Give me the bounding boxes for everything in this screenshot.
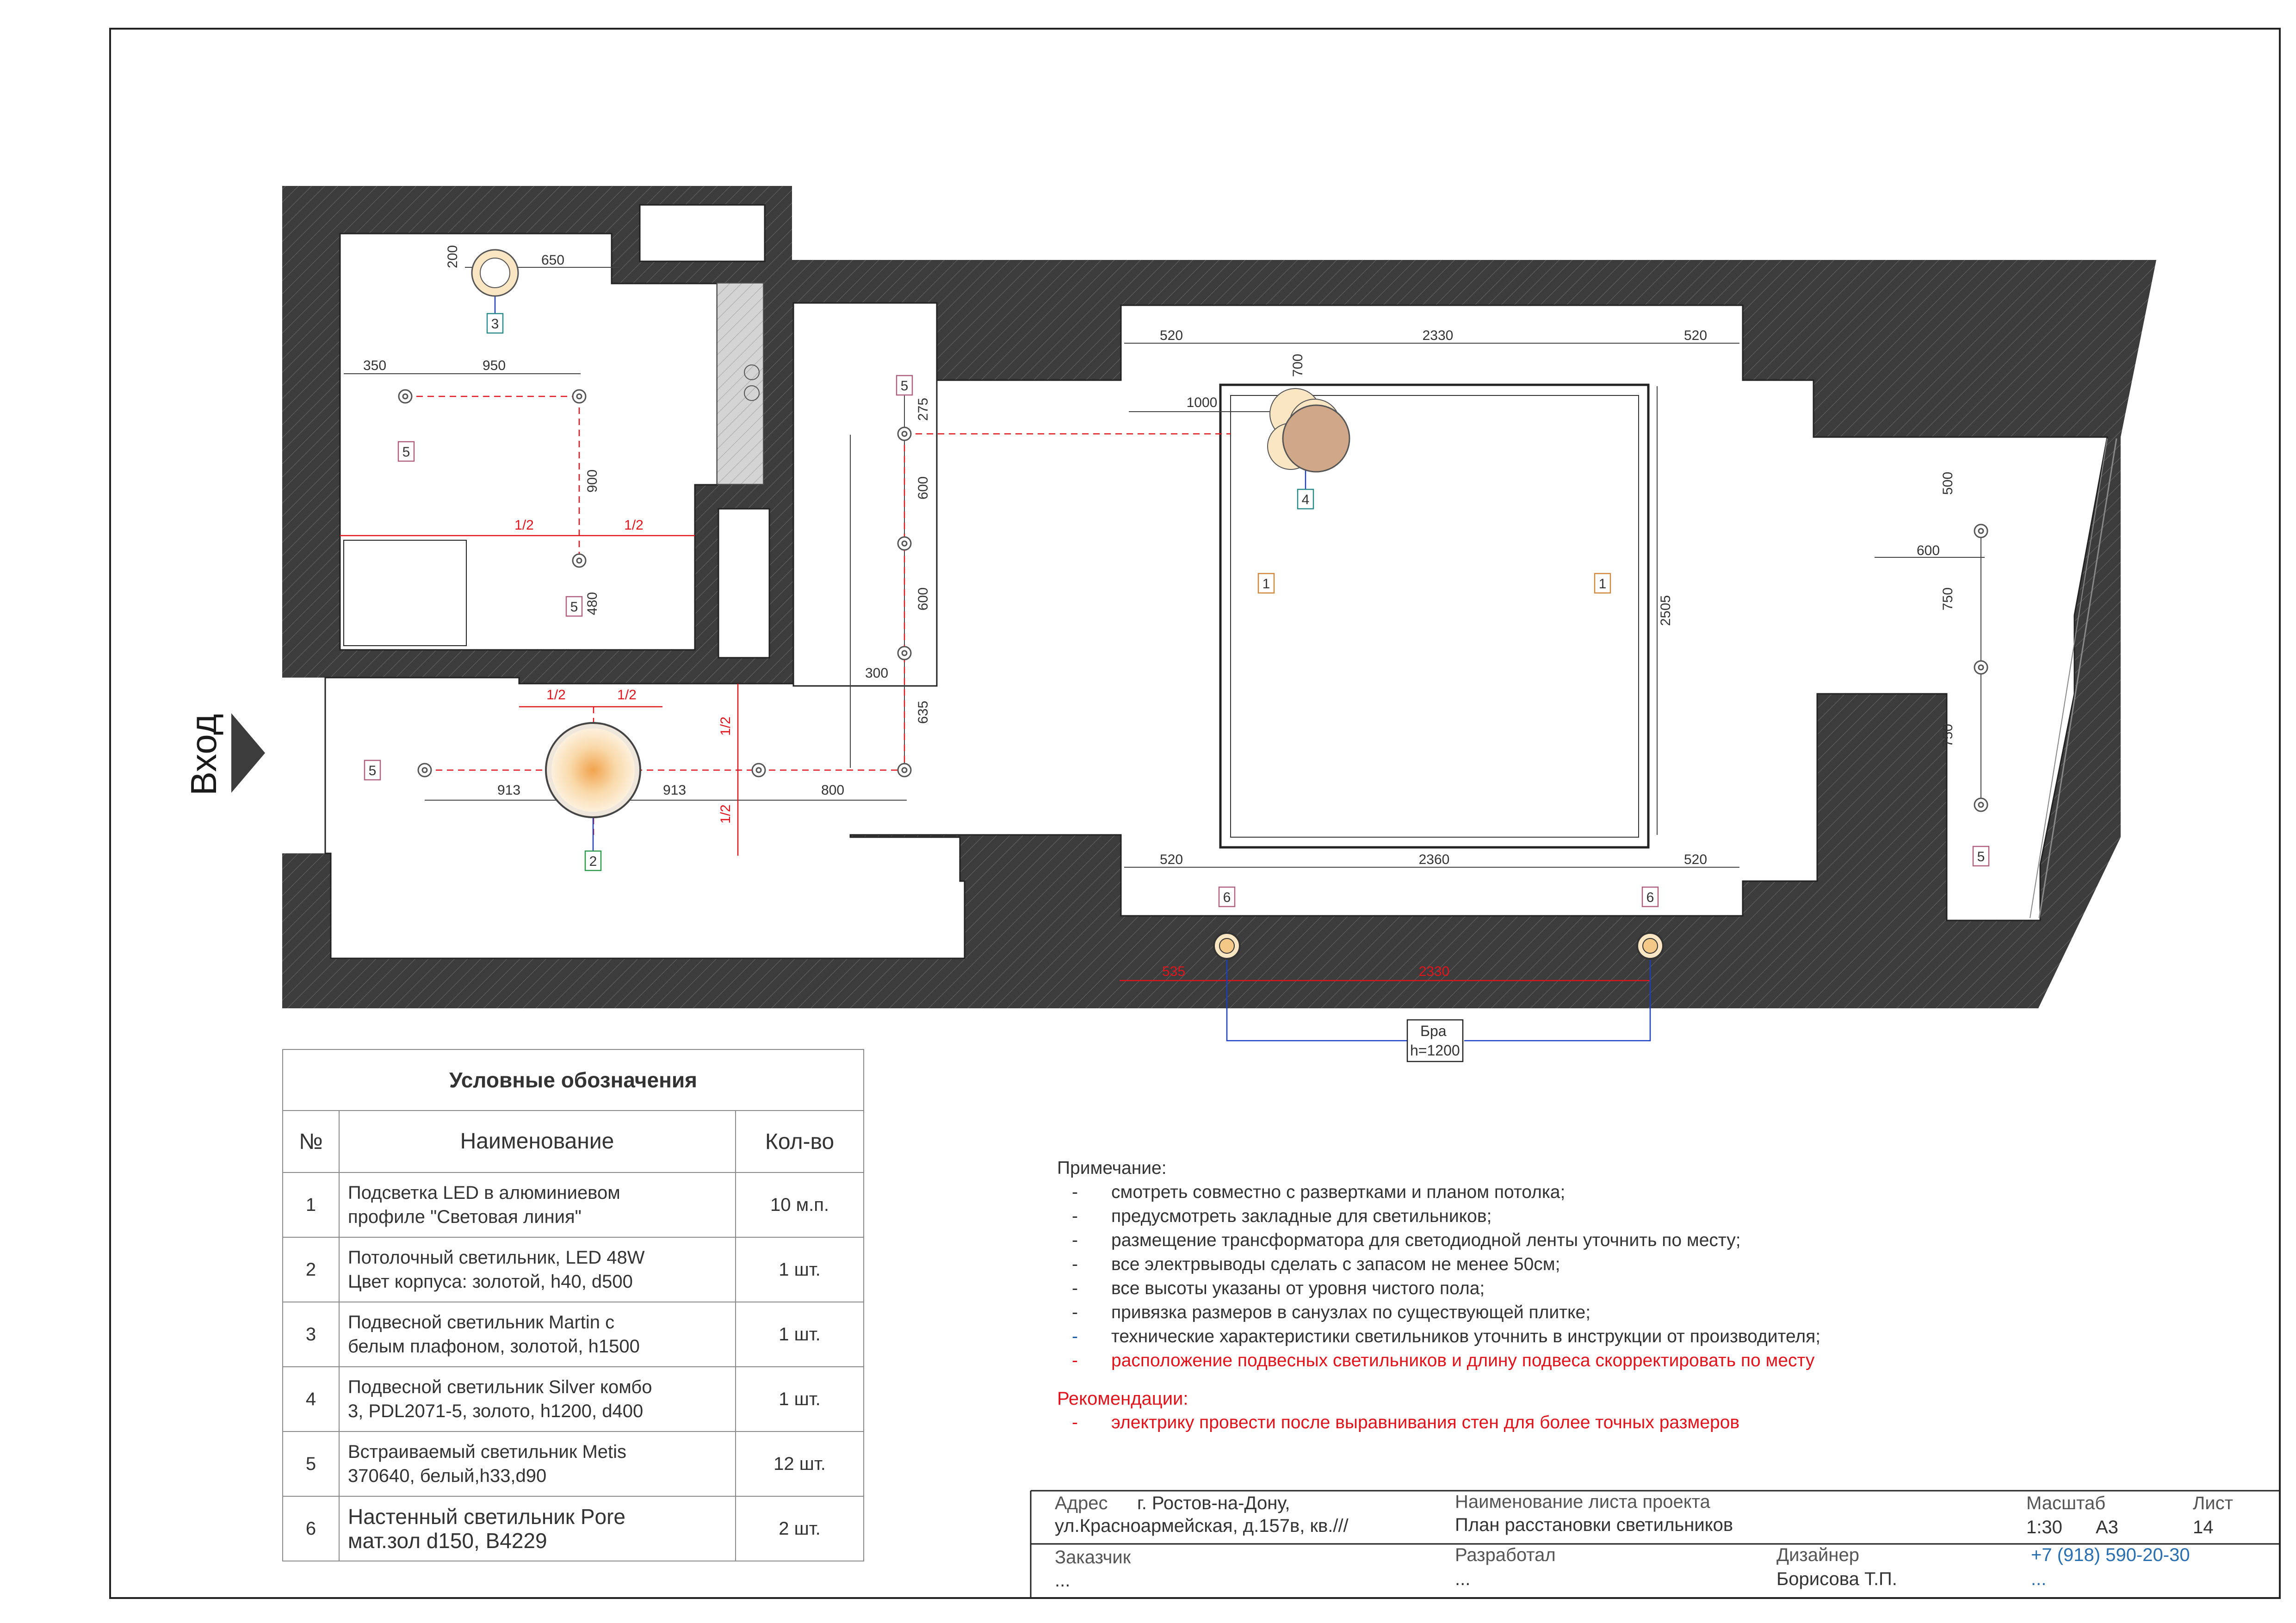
address-street: ул.Красноармейская, д.157в, кв./// bbox=[1055, 1516, 1349, 1536]
note-item: - размещение трансформатора для светодиодной ленты уточнить по месту; bbox=[1072, 1230, 1741, 1250]
sheet-number: 14 bbox=[2193, 1517, 2214, 1537]
legend-qty: 12 шт. bbox=[736, 1432, 864, 1496]
entrance-arrow bbox=[231, 713, 265, 793]
customer-label: Заказчик bbox=[1055, 1547, 1131, 1567]
legend-header-name: Наименование bbox=[339, 1111, 736, 1173]
legend-qty: 1 шт. bbox=[736, 1237, 864, 1302]
legend-qty: 1 шт. bbox=[736, 1367, 864, 1432]
marker-6: 6 bbox=[1223, 890, 1231, 905]
sheet-name: План расстановки светильников bbox=[1455, 1515, 1733, 1535]
legend-num: 2 bbox=[283, 1237, 339, 1302]
sheet-number-label: Лист bbox=[2193, 1493, 2233, 1513]
note-item: - все электрвыводы сделать с запасом не менее 50см; bbox=[1072, 1254, 1560, 1274]
note-item-warning: - расположение подвесных светильников и длину подвеса скорректировать по месту bbox=[1072, 1351, 1815, 1370]
dim-label: 750 bbox=[1940, 587, 1956, 611]
legend-qty: 2 шт. bbox=[736, 1496, 864, 1561]
dim-label: 900 bbox=[585, 469, 600, 493]
half-label: 1/2 bbox=[514, 518, 534, 533]
dim-label: 275 bbox=[916, 397, 931, 421]
dim-label: 600 bbox=[1916, 543, 1940, 558]
scale-label: Масштаб bbox=[2026, 1493, 2106, 1513]
dim-label: 1000 bbox=[1186, 395, 1218, 410]
marker-4: 4 bbox=[1301, 492, 1310, 507]
legend-row bbox=[283, 1432, 864, 1496]
dim-label: 2330 bbox=[1418, 964, 1450, 979]
address-label: Адрес bbox=[1055, 1493, 1108, 1513]
legend-row bbox=[283, 1302, 864, 1367]
legend-qty: 10 м.п. bbox=[736, 1173, 864, 1237]
dim-label: 300 bbox=[865, 666, 889, 681]
half-label: 1/2 bbox=[617, 687, 637, 703]
note-item: - привязка размеров в санузлах по существующей плитке; bbox=[1072, 1302, 1591, 1322]
dim-label: 520 bbox=[1683, 328, 1708, 343]
legend-qty: 1 шт. bbox=[736, 1302, 864, 1367]
legend-row bbox=[283, 1367, 864, 1432]
dim-label: 520 bbox=[1159, 852, 1183, 867]
legend-header-num: № bbox=[283, 1111, 339, 1173]
dim-label: 600 bbox=[916, 587, 931, 611]
legend-name: Подвесной светильник Silver комбо 3, PDL2071-5, золото, h1200, d400 bbox=[339, 1367, 736, 1432]
legend-title: Условные обозначения bbox=[283, 1049, 864, 1111]
designer-value: Борисова Т.П. bbox=[1776, 1569, 1897, 1589]
notes bbox=[1057, 1156, 1820, 1435]
paper-format: А3 bbox=[2096, 1517, 2118, 1537]
legend-num: 6 bbox=[283, 1496, 339, 1561]
dim-label: 600 bbox=[916, 476, 931, 500]
legend-num: 5 bbox=[283, 1432, 339, 1496]
legend-name: Настенный светильник Pore мат.зол d150, B4229 bbox=[339, 1496, 736, 1561]
dim-label: 520 bbox=[1159, 328, 1183, 343]
designer-label: Дизайнер bbox=[1776, 1545, 1859, 1565]
dim-label: 635 bbox=[916, 700, 931, 724]
legend-name: Подсветка LED в алюминиевом профиле "Световая линия" bbox=[339, 1173, 736, 1237]
legend-num: 1 bbox=[283, 1173, 339, 1237]
dim-label: 650 bbox=[541, 253, 565, 268]
recommendation-item: - электрику провести после выравнивания стен для более точных размеров bbox=[1072, 1413, 1740, 1432]
marker-5: 5 bbox=[1977, 849, 1985, 864]
marker-6: 6 bbox=[1646, 890, 1654, 905]
dim-label: 2505 bbox=[1658, 595, 1673, 626]
marker-5: 5 bbox=[570, 599, 578, 615]
dim-label: 913 bbox=[497, 783, 521, 798]
half-label: 1/2 bbox=[718, 804, 733, 824]
dim-label: 480 bbox=[585, 592, 600, 616]
marker-1: 1 bbox=[1598, 576, 1607, 592]
entrance-label: Вход bbox=[183, 714, 224, 796]
dim-label: 500 bbox=[1940, 471, 1956, 495]
marker-3: 3 bbox=[491, 316, 499, 332]
dim-label: 913 bbox=[662, 783, 687, 798]
legend-row bbox=[283, 1237, 864, 1302]
dim-label: 950 bbox=[482, 358, 506, 373]
scale-value: 1:30 bbox=[2026, 1517, 2062, 1537]
dim-label: 2360 bbox=[1418, 852, 1450, 867]
dim-label: 350 bbox=[363, 358, 387, 373]
marker-5: 5 bbox=[402, 444, 410, 460]
marker-2: 2 bbox=[589, 854, 597, 869]
legend-row bbox=[283, 1173, 864, 1237]
dim-label: 800 bbox=[821, 783, 845, 798]
sconce-note-type: Бра bbox=[1420, 1023, 1447, 1039]
developer-label: Разработал bbox=[1455, 1545, 1556, 1565]
address-city: г. Ростов-на-Дону, bbox=[1137, 1493, 1290, 1513]
dim-label: 520 bbox=[1683, 852, 1708, 867]
legend-num: 4 bbox=[283, 1367, 339, 1432]
legend-table bbox=[282, 1049, 864, 1561]
sconce-note-height: h=1200 bbox=[1410, 1042, 1460, 1059]
half-label: 1/2 bbox=[718, 716, 733, 736]
note-item: - все высоты указаны от уровня чистого пола; bbox=[1072, 1278, 1485, 1298]
half-label: 1/2 bbox=[624, 518, 644, 533]
legend-num: 3 bbox=[283, 1302, 339, 1367]
phone-number: +7 (918) 590-20-30 bbox=[2031, 1545, 2190, 1565]
dim-label: 535 bbox=[1162, 964, 1186, 979]
notes-heading: Примечание: bbox=[1057, 1158, 1167, 1178]
recommendations-heading: Рекомендации: bbox=[1057, 1388, 1188, 1409]
legend-row bbox=[283, 1496, 864, 1561]
marker-5: 5 bbox=[900, 378, 909, 394]
room-sub bbox=[344, 540, 466, 646]
dim-label: 2330 bbox=[1422, 328, 1454, 343]
counter bbox=[717, 283, 763, 484]
sheet-name-label: Наименование листа проекта bbox=[1455, 1492, 1710, 1512]
legend-name: Потолочный светильник, LED 48W Цвет корпуса: золотой, h40, d500 bbox=[339, 1237, 736, 1302]
note-item: - технические характеристики светильников уточнить в инструкции от производителя; bbox=[1072, 1327, 1821, 1346]
note-item: - предусмотреть закладные для светильников; bbox=[1072, 1206, 1492, 1226]
note-item: - смотреть совместно с развертками и планом потолка; bbox=[1072, 1182, 1566, 1202]
customer-value: ... bbox=[1055, 1570, 1071, 1591]
legend-header-qty: Кол-во bbox=[736, 1111, 864, 1173]
dim-label: 700 bbox=[1290, 353, 1306, 377]
dim-label: 750 bbox=[1940, 723, 1956, 747]
developer-value: ... bbox=[1455, 1569, 1471, 1589]
marker-5: 5 bbox=[368, 763, 377, 778]
dim-label: 200 bbox=[445, 245, 460, 269]
legend-name: Встраиваемый светильник Metis 370640, белый,h33,d90 bbox=[339, 1432, 736, 1496]
half-label: 1/2 bbox=[546, 687, 566, 703]
legend-name: Подвесной светильник Martin с белым плафоном, золотой, h1500 bbox=[339, 1302, 736, 1367]
marker-1: 1 bbox=[1262, 576, 1270, 592]
phone-extra: ... bbox=[2031, 1569, 2047, 1589]
